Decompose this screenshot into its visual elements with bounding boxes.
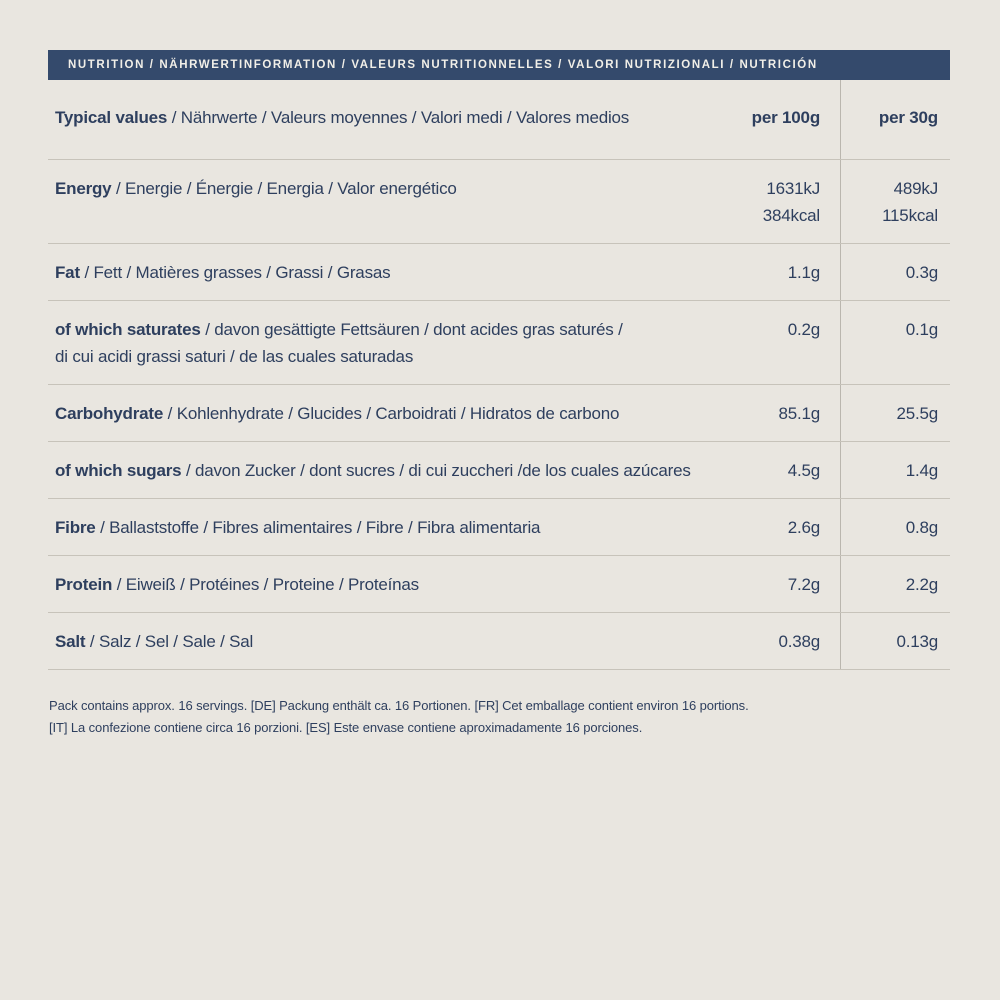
row-translations: / Fett / Matières grasses / Grassi / Grasas [84, 263, 391, 282]
servings-note-line-1: Pack contains approx. 16 servings. [DE] Packung enthält ca. 16 Portionen. [FR] Cet emballage contient environ 16 portions. [49, 698, 749, 713]
value-line: 0.8g [905, 518, 938, 537]
table-row-fibre [48, 499, 950, 556]
typical-values-header [48, 80, 710, 159]
value-per-30g [840, 385, 950, 441]
value-per-100g [710, 160, 840, 243]
row-term: Energy [55, 179, 112, 198]
row-translations-line-2: di cui acidi grassi saturi / de las cuales saturadas [55, 347, 414, 366]
typical-values-term: Typical values [55, 108, 168, 127]
row-term: Fibre [55, 518, 96, 537]
typical-values-translations: / Nährwerte / Valeurs moyennes / Valori medi / Valores medios [171, 108, 630, 127]
value-per-100g [710, 556, 840, 612]
value-line: 0.2g [787, 320, 820, 339]
row-translations: / davon Zucker / dont sucres / di cui zuccheri /de los cuales azúcares [185, 461, 691, 480]
row-label [48, 244, 710, 300]
row-term: Salt [55, 632, 86, 651]
row-translations: / davon gesättigte Fettsäuren / dont acides gras saturés / [205, 320, 623, 339]
row-label [48, 160, 710, 243]
row-term: of which saturates [55, 320, 201, 339]
nutrition-header-bar [48, 50, 950, 80]
value-per-30g [840, 499, 950, 555]
row-term: Protein [55, 575, 113, 594]
value-line: 489kJ [893, 179, 938, 198]
nutrition-header-title: NUTRITION / NÄHRWERTINFORMATION / VALEURS NUTRITIONNELLES / VALORI NUTRIZIONALI / NUTRICIÓN [68, 59, 818, 71]
table-row-saturates [48, 301, 950, 385]
servings-note-line-2: [IT] La confezione contiene circa 16 porzioni. [ES] Este envase contiene aproximadamente 16 porciones. [49, 720, 643, 735]
table-row-fat [48, 244, 950, 301]
row-translations: / Kohlenhydrate / Glucides / Carboidrati / Hidratos de carbono [167, 404, 620, 423]
value-line: 4.5g [787, 461, 820, 480]
row-translations: / Salz / Sel / Sale / Sal [89, 632, 254, 651]
value-per-30g [840, 613, 950, 669]
row-term: Fat [55, 263, 80, 282]
table-row-energy [48, 160, 950, 244]
value-line: 1631kJ [766, 179, 820, 198]
value-line: 0.13g [896, 632, 938, 651]
value-line: 85.1g [778, 404, 820, 423]
row-label [48, 301, 710, 384]
value-line: 115kcal [882, 206, 938, 225]
row-label [48, 613, 710, 669]
value-per-100g [710, 301, 840, 384]
row-translations: / Eiweiß / Protéines / Proteine / Proteínas [116, 575, 419, 594]
value-line: 1.1g [787, 263, 820, 282]
value-per-30g [840, 160, 950, 243]
value-per-100g [710, 613, 840, 669]
row-label [48, 499, 710, 555]
servings-note [48, 695, 950, 739]
row-label [48, 556, 710, 612]
nutrition-table [48, 80, 950, 670]
value-per-30g [840, 442, 950, 498]
value-line: 0.3g [905, 263, 938, 282]
value-line: 0.1g [905, 320, 938, 339]
row-translations: / Ballaststoffe / Fibres alimentaires / Fibre / Fibra alimentaria [100, 518, 541, 537]
value-line: 2.2g [905, 575, 938, 594]
row-label [48, 442, 710, 498]
value-line: 0.38g [778, 632, 820, 651]
row-label [48, 385, 710, 441]
per-100g-column-header: per 100g [751, 108, 820, 127]
value-per-100g [710, 499, 840, 555]
value-per-100g [710, 442, 840, 498]
row-term: Carbohydrate [55, 404, 164, 423]
value-per-100g [710, 244, 840, 300]
value-line: 25.5g [896, 404, 938, 423]
value-line: 2.6g [787, 518, 820, 537]
value-per-30g [840, 244, 950, 300]
row-translations: / Energie / Énergie / Energia / Valor energético [115, 179, 457, 198]
table-rows [48, 160, 950, 670]
table-row-salt [48, 613, 950, 670]
table-row-sugars [48, 442, 950, 499]
value-line: 384kcal [762, 206, 820, 225]
value-per-100g [710, 385, 840, 441]
table-header-row [48, 80, 950, 160]
per-30g-column-header: per 30g [840, 80, 950, 159]
value-per-30g [840, 556, 950, 612]
value-per-30g [840, 301, 950, 384]
row-term: of which sugars [55, 461, 182, 480]
nutrition-label-panel [48, 50, 950, 739]
table-row-protein [48, 556, 950, 613]
table-row-carbohydrate [48, 385, 950, 442]
value-line: 7.2g [787, 575, 820, 594]
value-line: 1.4g [905, 461, 938, 480]
